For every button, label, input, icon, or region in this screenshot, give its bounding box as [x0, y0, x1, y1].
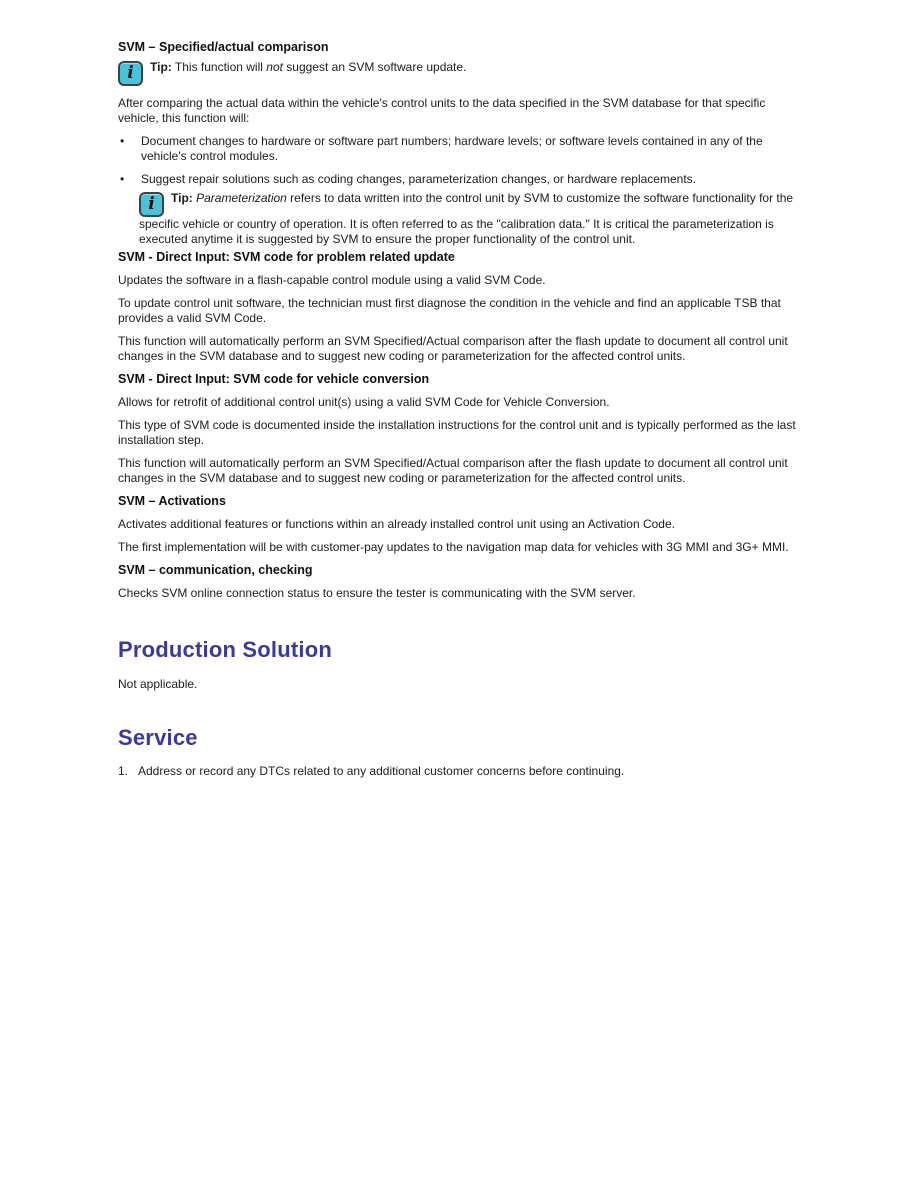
tip-info-icon	[139, 192, 164, 217]
paragraph: This function will automatically perform an SVM Specified/Actual comparison after the flash update to document all control unit changes in the SVM database and to suggest new coding or parameterization for the affected control units.	[118, 334, 788, 363]
paragraph: To update control unit software, the technician must first diagnose the condition in the vehicle and find an applicable TSB that provides a valid SVM Code.	[118, 296, 781, 325]
step-number: 1.	[118, 764, 129, 778]
service-step-1	[118, 764, 808, 779]
tip-text-post: refers to data written into the control unit by SVM to customize the software functionality for the specific vehicle or country of operation. It is often referred to as the "calibration data." It is critical the parameterization is executed anytime it is suggested by SVM to ensure the proper functionality of the control unit.	[139, 191, 794, 246]
tip-note-2	[139, 191, 808, 247]
intro-paragraph: After comparing the actual data within the vehicle's control units to the data specified in the SVM database for that specific vehicle, this function will:	[118, 96, 766, 125]
paragraph: Allows for retrofit of additional control unit(s) using a valid SVM Code for Vehicle Conversion.	[118, 395, 610, 409]
bullet-marker: •	[120, 134, 125, 148]
tip-text-pre: This function will	[171, 60, 267, 74]
paragraph: Activates additional features or functions within an already installed control unit using an Activation Code.	[118, 517, 675, 531]
tip-note-1	[118, 60, 808, 86]
heading-svm-specified-actual: SVM – Specified/actual comparison	[118, 40, 329, 54]
heading-service: Service	[118, 725, 198, 750]
tip-info-glyph: i	[148, 194, 155, 214]
heading-svm-direct-input-problem: SVM - Direct Input: SVM code for problem related update	[118, 250, 455, 264]
tip-text-emphasis: Parameterization	[196, 191, 287, 205]
paragraph: Updates the software in a flash-capable control module using a valid SVM Code.	[118, 273, 546, 287]
heading-svm-communication: SVM – communication, checking	[118, 563, 313, 577]
paragraph: This function will automatically perform an SVM Specified/Actual comparison after the flash update to document all control unit changes in the SVM database and to suggest new coding or parameterization for the affected control units.	[118, 456, 788, 485]
paragraph: This type of SVM code is documented inside the installation instructions for the control unit and is typically performed as the last installation step.	[118, 418, 796, 447]
bullet-marker: •	[120, 172, 125, 186]
bullet-item-suggest-repair	[118, 172, 808, 187]
bullet-item-document-changes	[118, 134, 808, 164]
production-solution-body: Not applicable.	[118, 677, 198, 691]
paragraph: The first implementation will be with customer-pay updates to the navigation map data for vehicles with 3G MMI and 3G+ MMI.	[118, 540, 789, 554]
tip-text-post: suggest an SVM software update.	[282, 60, 467, 74]
heading-svm-activations: SVM – Activations	[118, 494, 226, 508]
step-text: Address or record any DTCs related to any additional customer concerns before continuing.	[138, 764, 625, 778]
tip-info-glyph: i	[127, 63, 134, 83]
paragraph: Checks SVM online connection status to ensure the tester is communicating with the SVM server.	[118, 586, 636, 600]
tip-label: Tip:	[150, 60, 172, 74]
bullet-text: Suggest repair solutions such as coding changes, parameterization changes, or hardware replacements.	[141, 172, 696, 186]
bullet-text: Document changes to hardware or software part numbers; hardware levels; or software levels contained in any of the vehicle's control modules.	[141, 134, 763, 163]
tip-label: Tip:	[171, 191, 193, 205]
tip-text-emphasis: not	[266, 60, 283, 74]
document-content	[118, 40, 808, 779]
heading-svm-direct-input-conversion: SVM - Direct Input: SVM code for vehicle conversion	[118, 372, 430, 386]
heading-production-solution: Production Solution	[118, 637, 332, 662]
tip-info-icon	[118, 61, 143, 86]
